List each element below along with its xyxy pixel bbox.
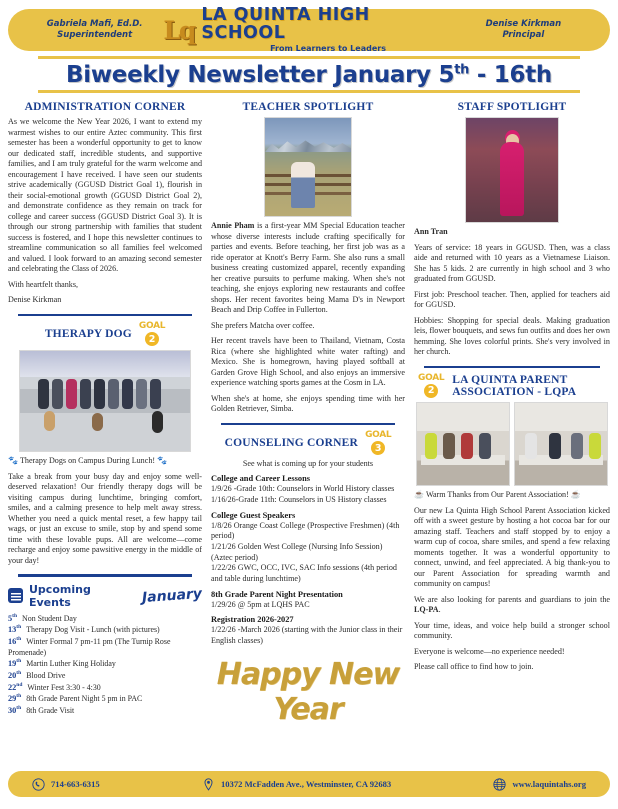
teacher-para3: Her recent travels have been to Thailand, Vietnam, Costa Rica (where she highlighted white water rafting) and Mexico. She is homegrown, having played softball at Garden Grove High School, and also enjoys an immersive experience watching sports games at the Cosm in LA.: [211, 336, 405, 388]
event-day-number: 22: [8, 682, 17, 692]
goal-badge-counseling: [365, 431, 391, 455]
therapy-heading-text: Therapy Dogs on Campus During Lunch!: [19, 456, 156, 466]
teacher-para4: When she's at home, she enjoys spending time with her Golden Retriever, Simba.: [211, 393, 405, 414]
event-day-ordinal: th: [16, 658, 22, 665]
event-text: 8th Grade Parent Night 5 pm in PAC: [26, 694, 143, 704]
footer-address-text: 10372 McFadden Ave., Westminster, CA 92683: [220, 779, 392, 789]
photo-dog: [92, 413, 103, 431]
photo-figure: [443, 433, 455, 459]
photo-figure: [461, 433, 473, 459]
event-day-number: 16: [8, 637, 17, 647]
event-text: Blood Drive: [26, 670, 66, 680]
staff-name-text: Ann Tran: [414, 227, 448, 236]
counseling-line: 1/22/26 -March 2026 (starting with the Junior class in their English classes): [211, 625, 403, 645]
column-middle: [211, 99, 405, 727]
lqpa-title: [452, 374, 576, 398]
event-day-ordinal: th: [16, 693, 22, 700]
list-item: [8, 705, 202, 717]
counseling-subtitle: See what is coming up for your students: [242, 459, 374, 469]
photo-figure-head: [506, 134, 519, 148]
divider-gold-bottom: [38, 90, 580, 93]
principal-role: Principal: [502, 30, 545, 40]
counseling-line: 1/8/26 Orange Coast College (Prospective Freshmen) (4th period): [211, 520, 400, 541]
administration-signoff: With heartfelt thanks,: [8, 279, 79, 289]
footer-address: [202, 778, 391, 791]
footer-phone[interactable]: [32, 778, 100, 791]
event-text: Non Student Day: [22, 613, 77, 623]
paw-print-icon: 🐾: [8, 456, 19, 466]
banner-ordinal: th: [454, 62, 470, 78]
counseling-line: 1/21/26 Golden West College (Nursing Info Session) (Aztec period): [211, 541, 383, 562]
teacher-para2: She prefers Matcha over coffee.: [211, 320, 315, 330]
counseling-group-heading: Registration 2026-2027: [211, 615, 294, 625]
list-item: [8, 613, 202, 625]
staff-title: STAFF SPOTLIGHT: [457, 101, 567, 113]
location-pin-icon: [202, 778, 215, 791]
lqpa-heading: [414, 490, 610, 501]
administration-body: As we welcome the New Year 2026, I want to extend my warmest wishes to our entire Aztec community. This first semester has been a wonderful opportunity to get to know our dedicated staff, incredible students, and supportive families, and I am truly grateful for the warm welcome and encouragement I have received. I have seen our students strive academically (GGUSD District Goal 1), flourish in their social-emotional growth (GGUSD District Goal 2), and demonstrate confidence as they remain on track for college and career success (GGUSD District Goal 3). It is through our strong partnership with families that student success is fostered, and I hope this newsletter continues to streamline communication so all families feel welcomed and valued. I look forward to an amazing second semester and celebrating the Class of 2026.: [8, 117, 202, 274]
goal-badge-lqpa: [418, 374, 444, 398]
photo-figure: [66, 379, 77, 409]
counseling-title: COUNSELING CORNER: [224, 437, 359, 450]
photo-figure: [150, 379, 161, 409]
lqpa-para2: [414, 595, 610, 616]
event-day: [8, 683, 22, 692]
lqpa-para1: Our new La Quinta High School Parent Association kicked off with a sweet gesture by hosting a hot cocoa bar for our amazing staff. Teachers and staff stopped by to enjoy a warm cup of cocoa, share smiles, and spend a few relaxing moments together. It was a wonderful opportunity to connect, unwind, and feel appreciated. A big thank-you to our Parent Association for spreading warmth and community on campus!: [414, 505, 610, 589]
counseling-line: 1/22/26 GWC, OCC, IVC, SAC Info sessions (4th period and table during lunchtime): [211, 563, 397, 583]
newsletter-title: [8, 59, 610, 90]
event-day: [8, 625, 21, 634]
school-identity: [163, 7, 454, 53]
banner-suffix: - 16th: [469, 62, 552, 88]
content-columns: [8, 99, 610, 727]
event-day-ordinal: th: [16, 705, 22, 712]
list-item: [8, 625, 202, 637]
event-day-number: 30: [8, 706, 17, 716]
counseling-group-heading: College Guest Speakers: [211, 510, 296, 520]
superintendent-block: [26, 19, 163, 42]
list-item: [8, 670, 202, 682]
photo-figure: [38, 379, 49, 409]
month-script-label: January: [141, 585, 203, 606]
photo-figure: [136, 379, 147, 409]
list-item: [8, 682, 202, 694]
event-day-number: 13: [8, 625, 17, 635]
divider-lqpa: [424, 366, 600, 369]
footer-phone-text: 714-663-6315: [51, 779, 100, 789]
school-name: LA QUINTA HIGH SCHOOL: [201, 5, 370, 43]
event-day: [8, 614, 17, 623]
list-item: [8, 636, 202, 658]
event-day: [8, 659, 21, 668]
photo-figure: [589, 433, 601, 459]
lqpa-photos: [414, 402, 610, 486]
teacher-para1: is a first-year MM Special Education teacher whose diverse interests include crafting specifically for parties and events. Before teaching, her first job was as a ride operator at Knott's Berry Farm. She also runs a small business creating customized apparel, recently expanding her creative pursuits to perfume making. When she's not teaching, she enjoys exploring new restaurants and coffee shops. Her recent favorites being Mama D's in Newport Beach and Drip Coffee in Fullerton.: [211, 221, 405, 315]
photo-figure: [94, 379, 105, 409]
event-day-ordinal: th: [12, 612, 18, 619]
lqpa-title-line2: ASSOCIATION - LQPA: [452, 386, 577, 399]
event-text: Winter Formal 7 pm-11 pm (The Turnip Rose Promenade): [8, 637, 171, 658]
lqpa-heading-text: Warm Thanks from Our Parent Association!: [425, 490, 569, 500]
counseling-group-heading: College and Career Lessons: [211, 474, 311, 484]
lqpa-para2-a: We are also looking for parents and guardians to join the: [414, 594, 610, 604]
phone-icon: [32, 778, 45, 791]
fence-shape: [265, 174, 351, 177]
lqpa-title-line1: LA QUINTA PARENT: [452, 374, 568, 387]
paw-print-icon: 🐾: [157, 456, 168, 466]
principal-block: [455, 19, 592, 42]
staff-photo: [465, 117, 559, 223]
photo-dog: [44, 411, 55, 431]
school-logo-icon: Lq: [163, 15, 195, 45]
event-day-ordinal: th: [16, 624, 22, 631]
footer-bar: [8, 771, 610, 797]
event-day-number: 5: [8, 613, 13, 623]
newsletter-page: [0, 5, 618, 809]
staff-para3: Hobbies: Shopping for special deals. Making graduation leis, flower bouquets, and sews fun outfits and does her own hemming. She loves colorful prints. She's very involved in her church.: [414, 315, 610, 357]
canopy-shape: [20, 351, 190, 377]
lqpa-photo-left: [416, 402, 510, 486]
staff-para2: First job: Preschool teacher. Then, applied for teachers aid for GGUSD.: [414, 289, 610, 310]
photo-figure: [80, 379, 91, 409]
lqpa-abbrev: LQ-PA: [414, 605, 439, 615]
goal-label: GOAL: [418, 373, 445, 384]
list-item: [8, 694, 202, 706]
event-text: Martin Luther King Holiday: [26, 659, 116, 669]
counseling-line: 1/9/26 -Grade 10th: Counselors in World History classes: [211, 484, 395, 494]
event-day: [8, 694, 21, 703]
lqpa-para5: Please call office to find how to join.: [414, 662, 534, 672]
event-day-ordinal: th: [16, 670, 22, 677]
event-day-ordinal: nd: [16, 681, 23, 688]
event-day-ordinal: th: [16, 636, 22, 643]
staff-name: [414, 227, 610, 238]
lqpa-heading-row: [414, 374, 610, 398]
therapy-heading-row: [8, 322, 202, 346]
teacher-title: TEACHER SPOTLIGHT: [242, 101, 374, 113]
footer-website-text: www.laquintahs.org: [512, 779, 586, 789]
divider-counseling: [221, 423, 395, 426]
counseling-line: 1/29/26 @ 5pm at LQHS PAC: [211, 599, 310, 609]
photo-figure: [479, 433, 491, 459]
globe-icon: [493, 778, 506, 791]
lqpa-para2-c: .: [438, 605, 441, 615]
event-day-number: 29: [8, 694, 17, 704]
photo-dog: [152, 411, 163, 433]
masthead: [8, 5, 610, 53]
lqpa-para4: Everyone is welcome—no experience needed!: [414, 646, 565, 656]
goal-number: 2: [145, 332, 159, 346]
event-day: [8, 637, 21, 646]
staff-para1: Years of service: 18 years in GGUSD. Then, was a class aide and returned with 10 years as a Vietnamese Liaison. She has 5 kids. 2 are currently in high school and 3 who graduated from GGUSD.: [414, 242, 610, 284]
column-right: [414, 99, 610, 727]
calendar-icon: [8, 588, 23, 603]
therapy-heading: [8, 456, 202, 467]
footer-website[interactable]: [493, 778, 586, 791]
principal-name: Denise Kirkman: [485, 18, 562, 29]
photo-figure: [108, 379, 119, 409]
photo-figure: [525, 433, 537, 459]
events-list: [8, 613, 202, 717]
event-text: Winter Fest 3:30 - 4:30: [27, 682, 101, 692]
event-day-number: 19: [8, 659, 17, 669]
event-text: Therapy Dog Visit - Lunch (with pictures): [26, 625, 160, 635]
hot-beverage-icon: ☕: [414, 490, 425, 500]
happy-new-year-graphic: Happy New Year: [216, 656, 400, 727]
event-text: 8th Grade Visit: [26, 706, 75, 716]
event-day: [8, 706, 21, 715]
counseling-heading-row: [211, 431, 405, 455]
therapy-body: Take a break from your busy day and enjoy some well-deserved relaxation! Our friendly therapy dogs will be visiting campus during lunchtime, bringing comfort, smiles, and a calming presence to help melt away stress. Whether you need a quick mental reset, a few happy tail wags, or just an excuse to smile, stop by and spend some time with these lovable pups. All are welcome—come recharge and enjoy some pawsitive energy in the middle of your day!: [8, 471, 202, 565]
column-left: [8, 99, 202, 727]
administration-title: ADMINISTRATION CORNER: [24, 101, 186, 113]
counseling-line: 1/16/26-Grade 11th: Counselors in US History classes: [211, 494, 387, 504]
teacher-photo: [264, 117, 352, 217]
counseling-group-heading: 8th Grade Parent Night Presentation: [211, 589, 343, 599]
therapy-dog-photo: [19, 350, 191, 452]
goal-label: GOAL: [365, 430, 392, 441]
banner-prefix: Biweekly Newsletter January 5: [66, 62, 455, 88]
teacher-name: Annie Pham: [211, 221, 255, 230]
administration-signature: Denise Kirkman: [8, 295, 62, 305]
divider-therapy: [18, 314, 192, 317]
school-tagline: From Learners to Leaders: [270, 44, 386, 53]
teacher-bio: [211, 221, 405, 316]
photo-figure: [52, 379, 63, 409]
events-header: [8, 583, 202, 609]
superintendent-name: Gabriela Mafi, Ed.D.: [46, 18, 143, 29]
hot-beverage-icon: ☕: [570, 490, 581, 500]
photo-figure: [425, 433, 437, 459]
lqpa-para3: Your time, ideas, and voice help build a stronger school community.: [414, 620, 610, 641]
therapy-title: THERAPY DOG: [44, 328, 132, 341]
events-title: Upcoming Events: [29, 582, 91, 609]
lqpa-photo-right: [514, 402, 608, 486]
photo-figure: [571, 433, 583, 459]
goal-badge-therapy: [139, 322, 165, 346]
photo-figure: [122, 379, 133, 409]
superintendent-role: Superintendent: [57, 30, 133, 40]
goal-number: 2: [424, 384, 438, 398]
divider-events: [18, 574, 192, 577]
list-item: [8, 658, 202, 670]
goal-label: GOAL: [138, 321, 166, 332]
event-day: [8, 671, 21, 680]
event-day-number: 20: [8, 670, 17, 680]
photo-figure: [549, 433, 561, 459]
goal-number: 3: [371, 441, 385, 455]
